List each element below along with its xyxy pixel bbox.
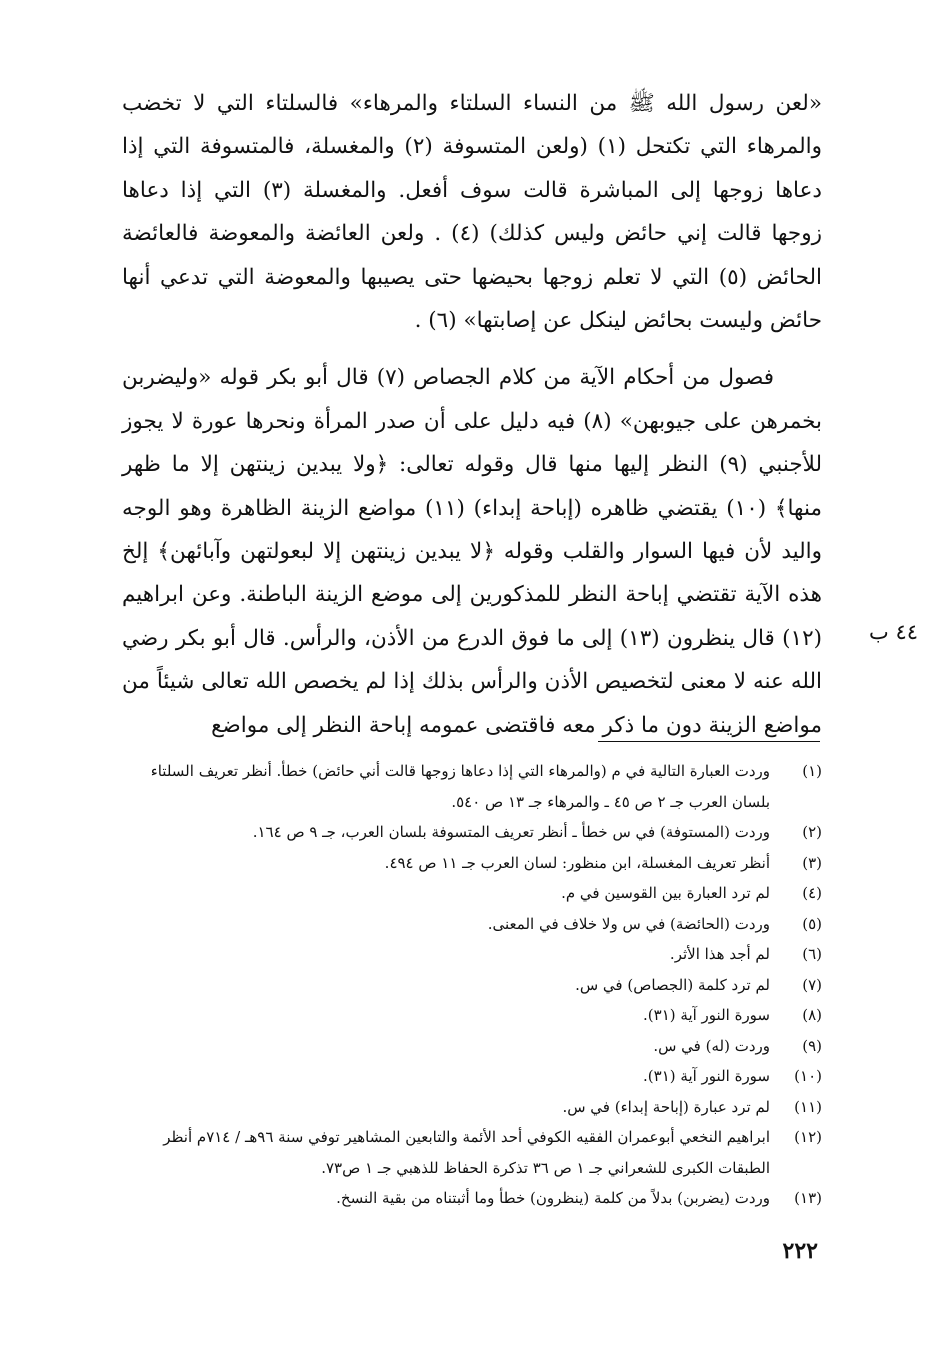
- footnote-number: (٦): [802, 945, 822, 963]
- footnote-text: ابراهيم النخعي أبوعمران الفقيه الكوفي أحد الأئمة والتابعين المشاهير توفي سنة ٩٦هـ / ٧١٤م أنظر الطبقات الكبرى للشعراني جـ ١ ص ٣٦ تذكرة الحفاظ للذهبي جـ ١ ص٧٣.: [163, 1128, 770, 1177]
- footnote-item: [112, 878, 822, 909]
- main-body-text: [122, 82, 822, 747]
- manuscript-folio-marker: ٤٤ ب: [868, 620, 918, 644]
- footnote-text: لم أجد هذا الأثر.: [669, 945, 770, 963]
- footnote-item: [112, 1000, 822, 1031]
- footnote-item: [112, 909, 822, 940]
- footnote-item: [112, 970, 822, 1001]
- footnote-text: وردت (له) في س.: [653, 1036, 770, 1055]
- footnote-number: (٥): [802, 914, 822, 933]
- footnote-text: وردت (يضربن) بدلاً من كلمة (ينظرون) خطأ وما أثبتناه من بقية النسخ.: [336, 1189, 770, 1207]
- footnote-number: (٤): [802, 884, 822, 902]
- footnote-text: وردت (الحائضة) في س ولا خلاف في المعنى.: [487, 914, 770, 933]
- body-paragraph-2: فصول من أحكام الآية من كلام الجصاص (٧) قال أبو بكر قوله «وليضربن بخمرهن على جيوبهن» (٨) فيه دليل على أن صدر المرأة ونحرها عورة لا يجوز للأجنبي (٩) النظر إليها منها قال وقوله تعالى: ﴿ولا يبدين زينتهن إلا ما ظهر منها﴾ (١٠) يقتضي ظاهره (إباحة إبداء) (١١) مواضع الزينة الظاهرة وهو الوجه واليد لأن فيها السوار والقلب وقوله ﴿لا يبدين زينتهن إلا لبعولتهن وآبائهن﴾ إلخ هذه الآية تقتضي إباحة النظر للمذكورين إلى موضع الزينة الباطنة. وعن ابراهيم (١٢) قال ينظرون (١٣) إلى ما فوق الدرع من الأذن، والرأس. قال أبو بكر رضي الله عنه لا معنى لتخصيص الأذن والرأس بذلك إذا لم يخصص الله تعالى شيئاً من مواضع الزينة دون ما ذكر معه فاقتضى عمومه إباحة النظر إلى مواضع: [122, 365, 823, 738]
- footnote-divider: [598, 741, 820, 742]
- footnote-item: [112, 848, 822, 879]
- footnote-number: (٨): [802, 1006, 822, 1024]
- footnote-item: [112, 1092, 822, 1123]
- footnote-text: سورة النور آية (٣١).: [643, 1006, 770, 1024]
- footnote-number: (١٣): [794, 1189, 822, 1207]
- footnote-text: أنظر تعريف المغسلة، ابن منظور: لسان العرب جـ ١١ ص ٤٩٤.: [384, 853, 770, 872]
- footnote-text: سورة النور آية (٣١).: [643, 1067, 770, 1085]
- footnote-text: وردت العبارة التالية في م (والمرهاء التي إذا دعاها زوجها قالت أني حائض) خطأ. أنظر تعريف السلتاء بلسان العرب جـ ٢ ص ٤٥ ـ والمرهاء جـ ١٣ ص ٥٤٠.: [150, 762, 770, 811]
- page-number: ٢٢٢: [782, 1238, 818, 1264]
- footnote-item: [112, 756, 822, 817]
- footnote-item: [112, 939, 822, 970]
- footnote-item: [112, 817, 822, 848]
- footnotes-list: [112, 756, 822, 1214]
- footnote-text: لم ترد عبارة (إباحة إبداء) في س.: [562, 1097, 770, 1116]
- footnote-number: (٧): [802, 975, 822, 994]
- footnote-text: لم ترد كلمة (الجصاص) في س.: [575, 975, 770, 994]
- footnote-text: وردت (المستوفة) في س خطأ ـ أنظر تعريف المتسوفة بلسان العرب، جـ ٩ ص ١٦٤.: [252, 823, 770, 841]
- footnote-number: (١١): [794, 1097, 822, 1116]
- footnote-item: [112, 1061, 822, 1092]
- footnote-item: [112, 1031, 822, 1062]
- footnote-item: [112, 1122, 822, 1183]
- footnote-number: (١): [802, 762, 822, 780]
- footnote-number: (٢): [802, 823, 822, 841]
- body-paragraph-1: «لعن رسول الله ﷺ من النساء السلتاء والمرهاء» فالسلتاء التي لا تخضب والمرهاء التي تكتحل (١) (ولعن المتسوفة (٢) والمغسلة، فالمتسوفة التي إذا دعاها زوجها إلى المباشرة قالت سوف أفعل. والمغسلة (٣) التي إذا دعاها زوجها قالت إني حائض وليس كذلك) (٤) . ولعن العائضة والمعوضة فالعائضة الحائض (٥) التي لا تعلم زوجها بحيضها حتى يصيبها والمعوضة التي تدعي أنها حائض وليست بحائض لينكل عن إصابتها» (٦) .: [122, 91, 823, 334]
- footnote-number: (٣): [802, 853, 822, 872]
- footnote-number: (٩): [802, 1036, 822, 1055]
- footnote-number: (١٢): [794, 1128, 822, 1146]
- footnote-text: لم ترد العبارة بين القوسين في م.: [561, 884, 770, 902]
- footnote-item: [112, 1183, 822, 1214]
- footnote-number: (١٠): [794, 1067, 822, 1085]
